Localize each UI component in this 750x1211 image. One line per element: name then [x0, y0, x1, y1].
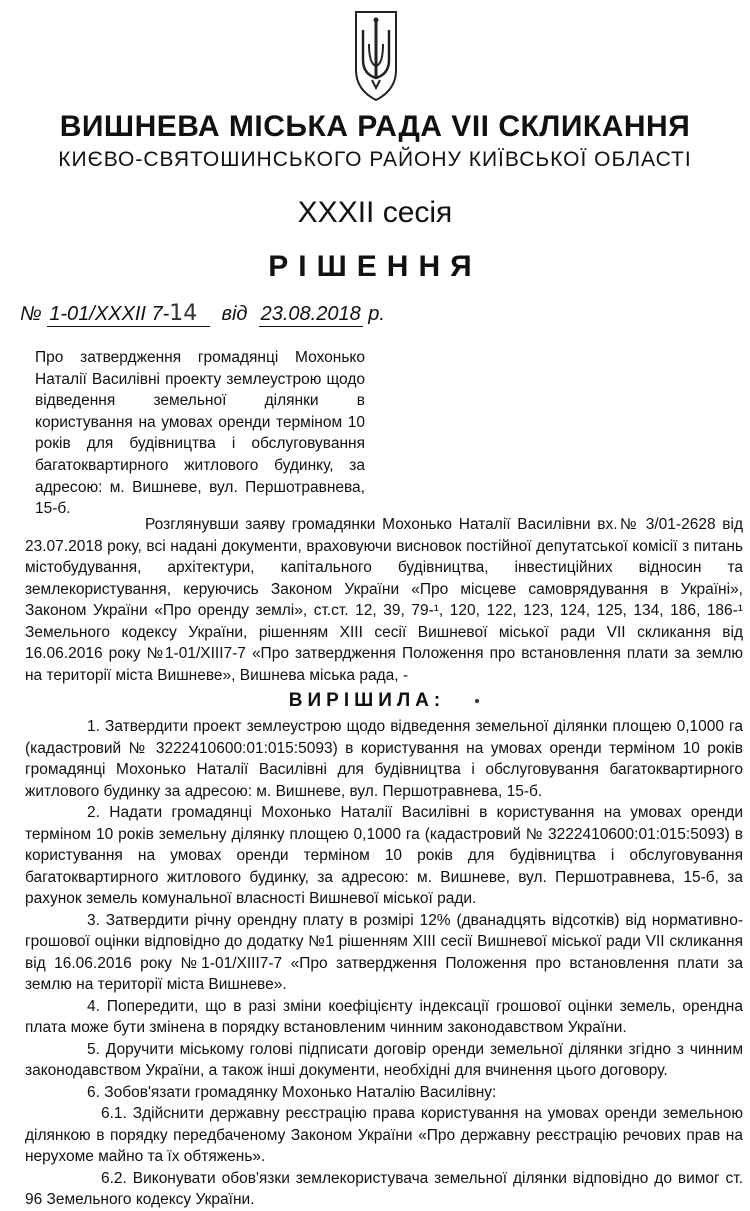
item-2: 2. Надати громадянці Мохонько Наталії Василівні в користування на умовах оренди терміном 10 років земельну ділянку площею 0,1000 га (кадастровий № 3222410600:01:015:5093) в користування на умовах оренди терміном 10 років для будівництва і обслуговування багатоквартирного житлового будинку, за адресою: м. Вишневе, вул. Першотравнева, 15-б, за рахунок земель комунальної власності Вишневої міської ради.	[25, 804, 743, 907]
item-6: 6. Зобов'язати громадянку Мохонько Наталію Василівну:	[87, 1083, 497, 1101]
council-name: ВИШНЕВА МІСЬКА РАДА VII СКЛИКАННЯ	[59, 110, 691, 143]
item-4: 4. Попередити, що в разі зміни коефіцієнту індексації грошової оцінки земель, орендна плата може бути змінена в порядку встановленим чинним законодавством України.	[25, 997, 743, 1036]
decision-number	[47, 302, 210, 327]
from-label: від	[221, 303, 248, 325]
district-name: КИЄВО-СВЯТОШИНСЬКОГО РАЙОНУ КИЇВСЬКОЇ ОБЛАСТІ	[58, 148, 692, 171]
resolved-heading	[25, 688, 743, 714]
number-prefix: 1-01/XXXII 7-	[49, 303, 170, 325]
preamble: Розглянувши заяву громадянки Мохонько Наталії Василівни вх.№ 3/01-2628 від 23.07.2018 року, всі надані документи, враховуючи висновок постійної депутатської комісії з питань містобудування, архітектури, капітального будівництва, інвестиційних відносин та землекористування, керуючись Законом України «Про місцеве самоврядування в Україні», Законом України «Про оренду землі», ст.ст. 12, 39, 79-¹, 120, 122, 123, 124, 125, 134, 186, 186-¹ Земельного кодексу України, рішенням XIII сесії Вишневої міської ради VII скликання від 16.06.2016 року №1-01/XIII7-7 «Про затвердження Положення про встановлення плати за землю на території міста Вишневе», Вишнева міська рада, -	[25, 516, 743, 684]
decision-body	[25, 514, 743, 1211]
number-sign: №	[20, 303, 42, 325]
trident-emblem-icon	[352, 8, 400, 103]
item-6-2: 6.2. Виконувати обов'язки землекористувача земельної ділянки відповідно до вимог ст. 96 Земельного кодексу України.	[25, 1169, 743, 1208]
item-1: 1. Затвердити проект землеустрою щодо відведення земельної ділянки площею 0,1000 га (кадастровий № 3222410600:01:015:5093) в користування на умовах оренди терміном 10 років громадянці Мохонько Наталії Василівні для будівництва і обслуговування багатоквартирного житлового будинку за адресою: м. Вишневе, вул. Першотравнева, 15-б.	[25, 718, 743, 800]
item-5: 5. Доручити міському голові підписати договір оренди земельної ділянки згідно з чинним законодавством України, а також інші документи, необхідні для вчинення цього договору.	[25, 1040, 743, 1079]
document-type: РІШЕННЯ	[268, 250, 482, 283]
item-3: 3. Затвердити річну орендну плату в розмірі 12% (дванадцять відсотків) від нормативно-грошової оцінки відповідно до додатку №1 рішенням XIII сесії Вишневої міської ради VII скликання від 16.06.2016 року №1-01/XIII7-7 «Про затвердження Положення про встановлення плати за землю на території міста Вишневе».	[25, 911, 743, 993]
decision-number-line	[20, 302, 385, 327]
decision-subject: Про затвердження громадянці Мохонько Наталії Василівні проекту землеустрою щодо відведення земельної ділянки в користування на умовах оренди терміном 10 років для будівництва і обслуговування багатоквартирного житлового будинку, за адресою: м. Вишневе, вул. Першотравнева, 15-б.	[35, 349, 365, 518]
year-suffix: р.	[368, 303, 385, 325]
handwritten-number: 14	[169, 301, 198, 326]
item-6-1: 6.1. Здійснити державну реєстрацію права користування на умовах оренди земельною ділянкою в порядку передбаченому Законом України «Про державну реєстрацію речових прав на нерухоме майно та їх обтяжень».	[25, 1105, 743, 1165]
resolved-label: ВИРІШИЛА:	[288, 690, 446, 711]
decision-date: 23.08.2018	[260, 303, 361, 325]
session-title: XXXII сесія	[297, 196, 453, 229]
dot-mark	[475, 699, 479, 703]
